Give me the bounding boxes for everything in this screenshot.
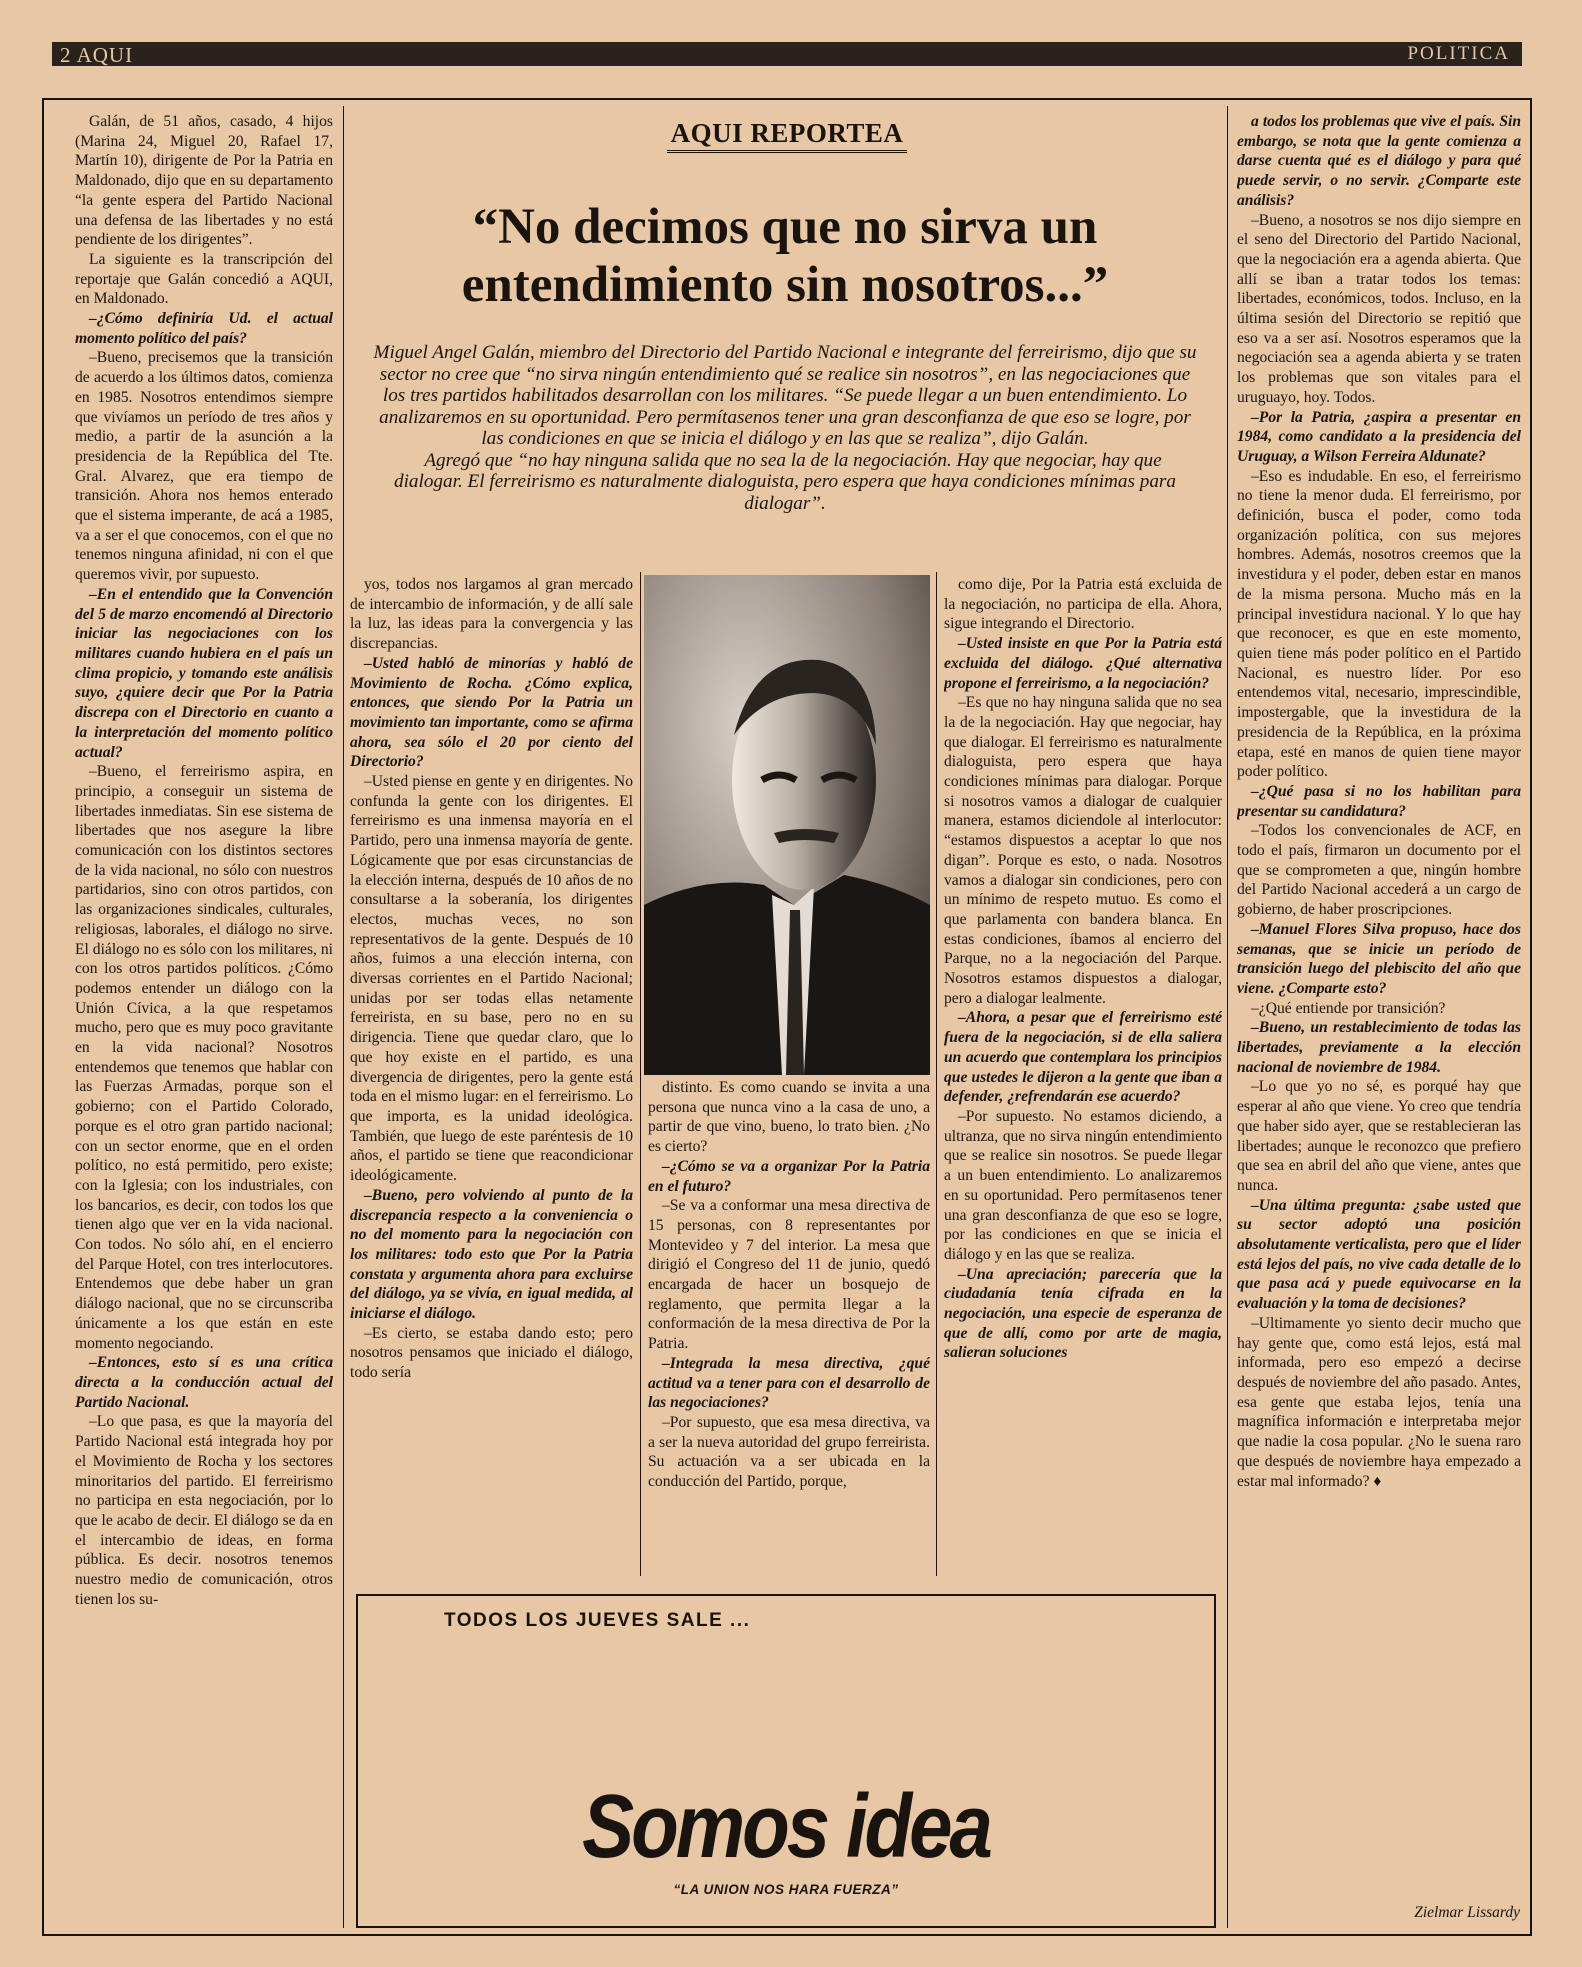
article-paragraph: yos, todos nos largamos al gran mercado de intercambio de información, y de allí sale la luz, las ideas para la convergencia y las discrepancias.: [350, 576, 633, 653]
lede-paragraph: Miguel Angel Galán, miembro del Directorio del Partido Nacional e integrante del ferreirismo, dijo que su sector no cree que “no sirva ningún entendimiento qué se realice sin nosotros”, en las negociaciones que los tres partidos habilitados desarrollan con los militares. “Se puede llegar a un buen entendimiento. Lo analizaremos en su oportunidad. Pero permítasenos tener una gran desconfianza de que eso se logre, por las condiciones en que se inicia el diálogo y en las que se realiza”, dijo Galán.: [373, 342, 1197, 449]
interview-question: –Integrada la mesa directiva, ¿qué actitud va a tener para con el desarrollo de las negociaciones?: [648, 1354, 930, 1412]
article-paragraph: –Eso es indudable. En eso, el ferreirismo no tiene la menor duda. El ferreirismo, por definición, busca el poder, como toda organización política, con sus mejores hombres. Además, nosotros creemos que la investidura y el poder, deben estar en manos de la misma persona. Mucho más en la principal investidura nacional. Y lo que hay que reconocer, es que en este momento, quien tiene más poder político en el Partido Nacional, es nuestro líder. Por eso entendemos vital, necesario, imprescindible, impostergable, que la investidura de la presidencia de la República, en la próxima etapa, esté en manos de quien tiene mayor poder político.: [1237, 467, 1521, 781]
article-paragraph: –Lo que pasa, es que la mayoría del Partido Nacional está integrada hoy por el Movimiento de Rocha y los sectores minoritarios del partido. El ferreirismo no participa en esta negociación, por lo que le acabo de decir. El diálogo se da en el intercambio de ideas, en forma pública. Es decir. nosotros tenemos nuestro medio de comunicación, otros tienen los su-: [75, 1413, 333, 1608]
article-paragraph: –Usted piense en gente y en dirigentes. No confunda la gente con los dirigentes. El ferreirismo es una inmensa mayoría en el Partido, pero una inmensa mayoría de gente. Lógicamente que por esas circunstancias de la elección interna, después de 10 años de no consultarse a la soberanía, los dirigentes electos, muchas veces, no son representativos de la gente. Después de 10 años, fuimos a una elección interna, con diversas corrientes en el Partido Nacional; unidas por ser todas ellas netamente ferreirista, en su base, pero no en su dirigencia. Tiene que quedar claro, que lo que hoy existe en el partido, es una divergencia de dirigentes, pero la gente está toda en el mismo lugar: en el ferreirismo. Lo que importa, es la unidad ideológica. También, que luego de este paréntesis de 10 años, el partido se tiene que reacondicionar ideológicamente.: [350, 773, 633, 1185]
article-paragraph: –Se va a conformar una mesa directiva de 15 personas, con 8 representantes por Montevideo y 7 del interior. La mesa que dirigió el Congreso del 11 de junio, quedó encargada de hacer un bosquejo de reglamento, que permita llegar a la conformación de la mesa directiva de Por la Patria.: [648, 1197, 930, 1353]
article-paragraph: –Todos los convencionales de ACF, en todo el país, firmaron un documento por el que se comprometen a que, ningún hombre del Partido Nacional accederá a un cargo de gobierno, de haber proscripciones.: [1237, 822, 1521, 919]
lede: [372, 342, 1198, 514]
article-paragraph: como dije, Por la Patria está excluida de la negociación, no participa de ella. Ahora, sigue integrando el Directorio.: [944, 576, 1222, 633]
interview-question: –Bueno, un restablecimiento de todas las libertades, previamente a la elección nacional de noviembre de 1984.: [1237, 1019, 1521, 1076]
article-paragraph: –Bueno, el ferreirismo aspira, en principio, a conseguir un sistema de libertades inmediatas. Sin ese sistema de libertades que nos asegure la libre comunicación con los distintos sectores de la vida nacional, no sólo con nuestros partidarios, sino con otros partidos, con las organizaciones sindicales, culturales, religiosas, laborales, el diálogo no sirve. El diálogo no es sólo con los militares, ni con los otros partidos políticos. ¿Cómo podemos entender un diálogo con la Unión Cívica, a la que respetamos mucho, pero que es muy poco gravitante en la vida nacional? Nosotros entendemos que tenemos que hablar con las Fuerzas Armadas, porque son el gobierno; con el Partido Colorado, porque es el otro gran partido nacional; con un sector enorme, que en el orden político, no está permitido, pero existe; con la Iglesia; con los industriales, con los bancarios, es decir, con todos los que tienen algo que ver en la vida nacional. Con todos. No sólo ahí, en el encierro del Parque Hotel, con tres interlocutores. Entendemos que debe haber un gran diálogo nacional, que no se circunscriba únicamente a los que están en este momento negociando.: [75, 763, 333, 1352]
lede-paragraph: Agregó que “no hay ninguna salida que no sea la de la negociación. Hay que negociar, hay que dialogar. El ferreirismo es naturalmente dialoguista, pero espera que haya condiciones mínimas para dialogar”.: [393, 449, 1176, 514]
article-column-3: [648, 1078, 930, 1575]
article-paragraph: –Por supuesto, que esa mesa directiva, va a ser la nueva autoridad del grupo ferreirista. Su actuación va a ser ubicada en la conducción del Partido, porque,: [648, 1413, 930, 1491]
column-rule: [936, 572, 937, 1576]
interview-question: a todos los problemas que vive el país. Sin embargo, se nota que la gente comienza a darse cuenta qué es el diálogo y para qué puede servir, o no servir. ¿Comparte este análisis?: [1237, 113, 1521, 209]
article-paragraph: La siguiente es la transcripción del reportaje que Galán concedió a AQUI, en Maldonado.: [75, 250, 333, 308]
interview-question: –En el entendido que la Convención del 5 de marzo encomendó al Directorio iniciar las negociaciones con los militares cuando hubiera en el país un clima propicio, y tomando este análisis suyo, ¿quiere decir que Por la Patria discrepa con el Directorio en cuanto a la interpretación del momento político actual?: [75, 585, 333, 761]
interview-question: –Manuel Flores Silva propuso, hace dos semanas, que se inicie un período de transición luego del plebiscito del año que viene. ¿Comparte esto?: [1237, 920, 1521, 997]
article-column-5: [1237, 112, 1521, 1902]
ad-brand: Somos idea: [582, 1775, 990, 1877]
article-paragraph: –Por supuesto. No estamos diciendo, a ultranza, que no sirva ningún entendimiento que se realice sin nosotros. Se puede llegar a un buen entendimiento. Lo analizaremos en su oportunidad. Pero permítasenos tener una gran desconfianza de que eso se logre, por las condiciones en que se inicia el diálogo y en las que se realiza.: [944, 1107, 1222, 1263]
author-signature: Zielmar Lissardy: [1414, 1904, 1520, 1921]
section-kicker: AQUI REPORTEA: [658, 118, 916, 158]
article-paragraph: –Bueno, a nosotros se nos dijo siempre en el seno del Directorio del Partido Nacional, que la negociación era a agenda abierta. Que allí se iban a tratar todos los temas: libertades, económicos, todos. Incluso, en la última sesión del Directorio se repitió que eso va a ser así. Nosotros esperamos que la negociación sea a agenda abierta y se traten los problemas que son vitales para el uruguayo, hoy. Todos.: [1237, 211, 1521, 406]
article-paragraph: –Bueno, precisemos que la transición de acuerdo a los últimos datos, comienza en 1985. Nosotros entendimos siempre que vivíamos un período de tres años y medio, a partir de la asunción a la presidencia de la República del Tte. Gral. Alvarez, que era tiempo de transición. Ahora nos hemos enterado que el sistema imperante, de acá a 1985, va a ser el que conocemos, con el que no tenemos ninguna afinidad, ni con el que queremos vivir, por supuesto.: [75, 349, 333, 584]
section-label: POLITICA: [1407, 43, 1510, 64]
interview-question: –Una última pregunta: ¿sabe usted que su sector adoptó una posición absolutamente verticalista, pero que el líder está lejos del país, no vive cada detalle de lo que pasa acá y puede equivocarse en la evaluación y la toma de decisiones?: [1237, 1196, 1521, 1313]
interview-question: –Usted habló de minorías y habló de Movimiento de Rocha. ¿Cómo explica, entonces, que siendo Por la Patria un movimiento tan importante, como se afirma ahora, sea sólo el 20 por ciento del Directorio?: [350, 654, 633, 771]
interview-question: –Una apreciación; parecería que la ciudadanía tenía cifrada en la negociación, una especie de esperanza de que de allí, como por arte de magia, salieran soluciones: [944, 1265, 1222, 1362]
interview-question: –¿Cómo definiría Ud. el actual momento político del país?: [75, 310, 333, 347]
column-rule: [640, 572, 641, 1576]
interview-question: –Usted insiste en que Por la Patria está excluida del diálogo. ¿Qué alternativa propone el ferreirismo, a la negociación?: [944, 635, 1222, 692]
interview-question: –Ahora, a pesar que el ferreirismo esté fuera de la negociación, si de ella saliera un acuerdo que contemplara los principios que ustedes le dijeron a la gente que iban a defender, ¿refrendarán ese acuerdo?: [944, 1009, 1222, 1106]
ad-tagline: TODOS LOS JUEVES SALE ...: [444, 1610, 751, 1631]
interview-question: –¿Qué pasa si no los habilitan para presentar su candidatura?: [1237, 782, 1521, 820]
article-paragraph: –¿Qué entiende por transición?: [1251, 999, 1446, 1017]
article-column-1: [75, 112, 333, 1932]
article-paragraph: Galán, de 51 años, casado, 4 hijos (Marina 24, Miguel 20, Rafael 17, Martín 10), dirigente de Por la Patria en Maldonado, dijo que en su departamento “la gente espera del Partido Nacional una defensa de las libertades y no está pendiente de los dirigentes”.: [75, 113, 333, 249]
article-paragraph: –Ultimamente yo siento decir mucho que hay gente que, como está lejos, está mal informada, pero eso empezó a decirse después de noviembre del año pasado. Antes, esa gente que estaba lejos, tenía una magnífica información e interpretaba mejor que nadie la cosa popular. ¿No le suena raro que después de noviembre haya empezado a estar mal informado? ♦: [1237, 1314, 1521, 1490]
headline: “No decimos que no sirva un entendimiento sin nosotros...”: [461, 199, 1109, 313]
article-column-2: [350, 575, 633, 1575]
article-column-4: [944, 575, 1222, 1575]
interview-question: –Entonces, esto sí es una crítica directa a la conducción actual del Partido Nacional.: [75, 1354, 333, 1411]
advertisement-box: [356, 1594, 1216, 1928]
interview-question: –Por la Patria, ¿aspira a presentar en 1984, como candidato a la presidencia del Uruguay, a Wilson Ferreira Aldunate?: [1237, 408, 1521, 465]
portrait-image: [644, 575, 930, 1075]
page-number-label: 2 AQUI: [60, 43, 134, 67]
interview-question: –Bueno, pero volviendo al punto de la discrepancia respecto a la conveniencia o no del momento para la negociación con los militares: todo esto que Por la Patria constata y argumenta ahora para excluirse del diálogo, ya se vivía, en igual medida, al iniciarse el diálogo.: [350, 1186, 633, 1323]
ad-slogan: “LA UNION NOS HARA FUERZA”: [673, 1882, 899, 1897]
page-header-bar: [52, 42, 1522, 66]
article-paragraph: –Lo que yo no sé, es porqué hay que esperar al año que viene. Yo creo que tendría que haber sido ayer, que se restablecieran las libertades; aunque le reconozco que prefiero que sea en abril del año que viene, antes que nunca.: [1237, 1078, 1521, 1194]
interview-question: –¿Cómo se va a organizar Por la Patria en el futuro?: [648, 1157, 930, 1195]
article-paragraph: –Es que no hay ninguna salida que no sea la de la negociación. Hay que negociar, hay que dialogar. El ferreirismo es naturalmente dialoguista, pero espera que haya condiciones mínimas para dialogar. Porque si nosotros vamos a dialogar de cualquier manera, estamos diciendole al interlocutor: “estamos dispuestos a aceptar lo que nos digan”. Porque es esto, o nada. Nosotros vamos a dialogar sin condiciones, pero con un mínimo de respeto mutuo. Es como el que parlamenta con bandera blanca. En estas condiciones, íbamos al encierro del Parque, no a la negociación del Parque. Nosotros estamos dispuestos a dialogar, pero a dialogar lealmente.: [944, 694, 1222, 1007]
column-rule: [1227, 106, 1228, 1928]
article-paragraph: distinto. Es como cuando se invita a una persona que nunca vino a la casa de uno, a partir de que vino, bueno, lo trato bien. ¿No es cierto?: [648, 1079, 930, 1156]
column-rule: [343, 106, 344, 1928]
article-paragraph: –Es cierto, se estaba dando esto; pero nosotros pensamos que iniciado el diálogo, todo sería: [350, 1324, 633, 1382]
portrait-photo: [644, 575, 930, 1075]
